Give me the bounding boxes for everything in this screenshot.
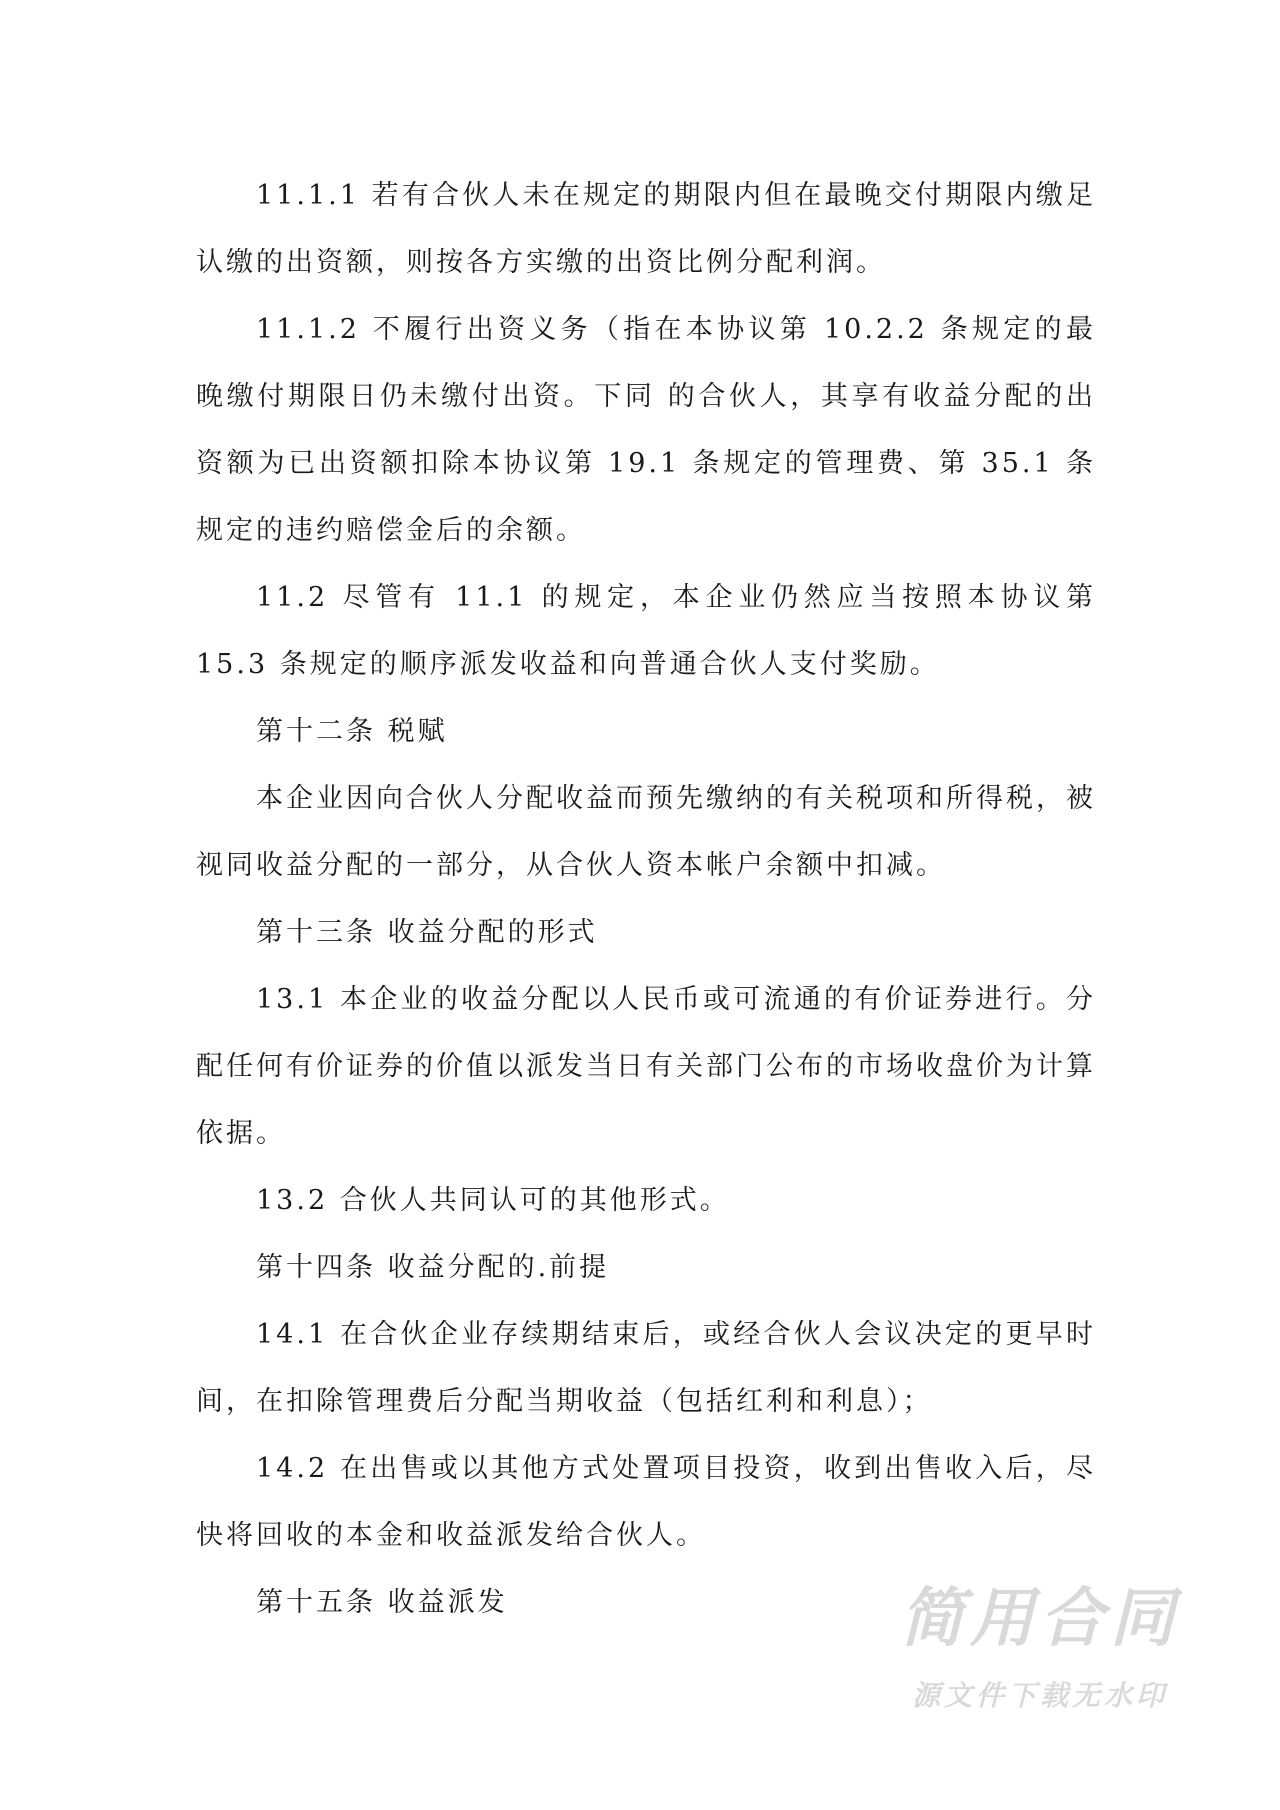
watermark [880, 1582, 1200, 1716]
watermark-subtitle: 源文件下载无水印 [911, 1679, 1168, 1712]
paragraph-14-1: 14.1 在合伙企业存续期结束后，或经合伙人会议决定的更早时间，在扣除管理费后分配当期收益（包括红利和利息）； [196, 1319, 1096, 1417]
article-14-heading: 第十四条 收益分配的.前提 [256, 1252, 610, 1283]
paragraph-11-2: 11.2 尽管有 11.1 的规定，本企业仍然应当按照本协议第 15.3 条规定的顺序派发收益和向普通合伙人支付奖励。 [196, 582, 1096, 680]
article-13-heading: 第十三条 收益分配的形式 [256, 917, 598, 948]
paragraph-12: 本企业因向合伙人分配收益而预先缴纳的有关税项和所得税，被视同收益分配的一部分，从合伙人资本帐户余额中扣减。 [196, 783, 1096, 881]
paragraph-14-2: 14.2 在出售或以其他方式处置项目投资，收到出售收入后，尽快将回收的本金和收益派发给合伙人。 [196, 1453, 1096, 1551]
watermark-title: 简用合同 [900, 1582, 1180, 1656]
paragraph-13-1: 13.1 本企业的收益分配以人民币或可流通的有价证券进行。分配任何有价证券的价值以派发当日有关部门公布的市场收盘价为计算依据。 [196, 984, 1096, 1149]
paragraph-11-1-2: 11.1.2 不履行出资义务（指在本协议第 10.2.2 条规定的最晚缴付期限日仍未缴付出资。下同 的合伙人，其享有收益分配的出资额为已出资额扣除本协议第 19.1 条规定的管理费、第 35.1 条规定的违约赔偿金后的余额。 [196, 314, 1096, 546]
paragraph-13-2: 13.2 合伙人共同认可的其他形式。 [256, 1185, 730, 1216]
paragraph-11-1-1: 11.1.1 若有合伙人未在规定的期限内但在最晚交付期限内缴足认缴的出资额，则按各方实缴的出资比例分配利润。 [196, 180, 1096, 278]
article-15-heading: 第十五条 收益派发 [256, 1587, 508, 1618]
article-12-heading: 第十二条 税赋 [256, 716, 448, 747]
document-body [196, 162, 1096, 1636]
